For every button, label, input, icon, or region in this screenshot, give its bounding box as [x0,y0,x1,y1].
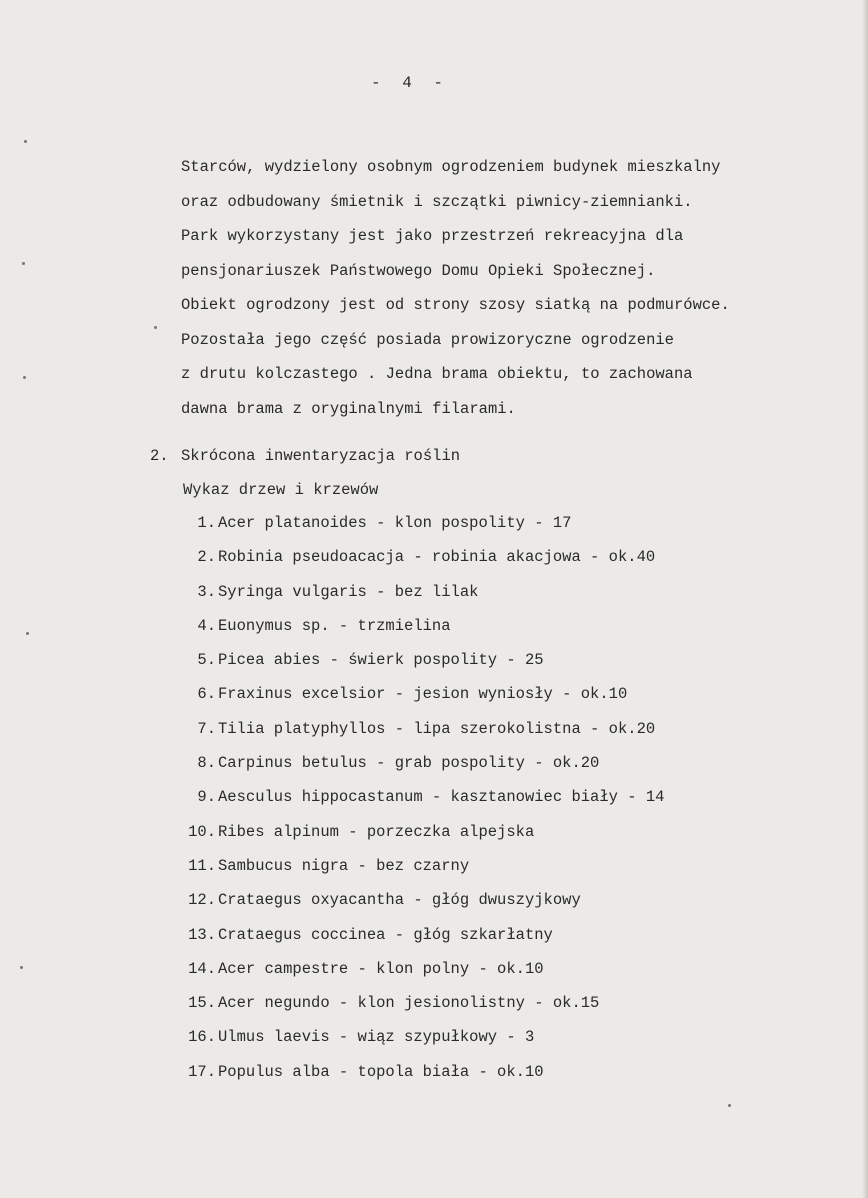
section-title: Skrócona inwentaryzacja roślin [181,447,461,465]
item-text: Fraxinus excelsior - jesion wyniosły - ok.10 [218,685,628,704]
list-item [170,609,810,643]
item-text: Euonymus sp. - trzmielina [218,616,451,635]
item-number: 12. [188,891,216,910]
item-number: 6. [197,685,216,704]
item-number: 8. [197,754,216,773]
list-item [170,815,810,849]
paper-speck [728,1104,731,1107]
item-number: 13. [188,925,216,944]
plant-list [170,506,810,1089]
section-subtitle: Wykaz drzew i krzewów [183,481,379,499]
list-item [170,540,810,574]
item-text: Robinia pseudoacacja - robinia akacjowa - ok.40 [218,548,656,567]
item-number: 17. [188,1062,216,1081]
list-item [170,780,810,814]
item-text: Acer campestre - klon polny - ok.10 [218,959,544,978]
body-paragraph [181,150,821,426]
list-item [170,506,810,540]
paper-speck [24,140,27,143]
item-number: 1. [197,514,216,532]
list-item [170,1055,810,1089]
item-text: Crataegus coccinea - głóg szkarłatny [218,925,553,944]
item-number: 2. [197,548,216,567]
paragraph-line: Obiekt ogrodzony jest od strony szosy siatką na podmurówce. [181,296,730,314]
item-text: Carpinus betulus - grab pospolity - ok.20 [218,754,600,773]
list-item [170,575,810,609]
paragraph-line: Park wykorzystany jest jako przestrzeń rekreacyjna dla [181,227,684,245]
section-heading [150,440,790,472]
page-number: - 4 - [370,74,449,92]
item-number: 10. [188,822,216,841]
item-text: Crataegus oxyacantha - głóg dwuszyjkowy [218,891,581,910]
paper-speck [154,326,157,329]
item-text: Tilia platyphyllos - lipa szerokolistna - ok.20 [218,719,656,738]
paragraph-line: oraz odbudowany śmietnik i szczątki piwnicy-ziemnianki. [181,192,693,211]
item-text: Sambucus nigra - bez czarny [218,856,470,875]
item-number: 16. [188,1028,216,1047]
item-number: 11. [188,856,216,875]
item-text: Ulmus laevis - wiąz szypułkowy - 3 [218,1028,535,1047]
list-item [170,643,810,677]
item-text: Acer negundo - klon jesionolistny - ok.15 [218,994,600,1013]
item-number: 9. [197,788,216,807]
list-item [170,918,810,952]
paper-speck [22,262,25,265]
list-item [170,677,810,711]
paragraph-line: dawna brama z oryginalnymi filarami. [181,399,516,418]
list-item [170,883,810,917]
item-number: 5. [197,651,216,670]
item-text: Acer platanoides - klon pospolity - 17 [218,514,572,532]
paper-speck [20,966,23,969]
list-item [170,986,810,1020]
paper-speck [26,632,29,635]
item-text: Aesculus hippocastanum - kasztanowiec biały - 14 [218,788,665,807]
item-text: Populus alba - topola biała - ok.10 [218,1062,544,1081]
list-item [170,1020,810,1054]
paragraph-line: Pozostała jego część posiada prowizoryczne ogrodzenie [181,330,674,349]
item-number: 7. [197,719,216,738]
paper-speck [23,376,26,379]
item-text: Syringa vulgaris - bez lilak [218,582,479,601]
item-text: Ribes alpinum - porzeczka alpejska [218,822,535,841]
section-number: 2. [150,447,169,465]
list-item [170,712,810,746]
item-text: Picea abies - świerk pospolity - 25 [218,651,544,670]
item-number: 4. [197,616,216,635]
item-number: 14. [188,959,216,978]
item-number: 3. [197,582,216,601]
page-edge-shadow [862,0,868,1198]
item-number: 15. [188,994,216,1013]
paragraph-line: z drutu kolczastego . Jedna brama obiektu, to zachowana [181,365,693,383]
list-item [170,849,810,883]
list-item [170,952,810,986]
paragraph-line: pensjonariuszek Państwowego Domu Opieki Społecznej. [181,261,656,280]
list-item [170,746,810,780]
paragraph-line: Starców, wydzielony osobnym ogrodzeniem budynek mieszkalny [181,158,721,176]
